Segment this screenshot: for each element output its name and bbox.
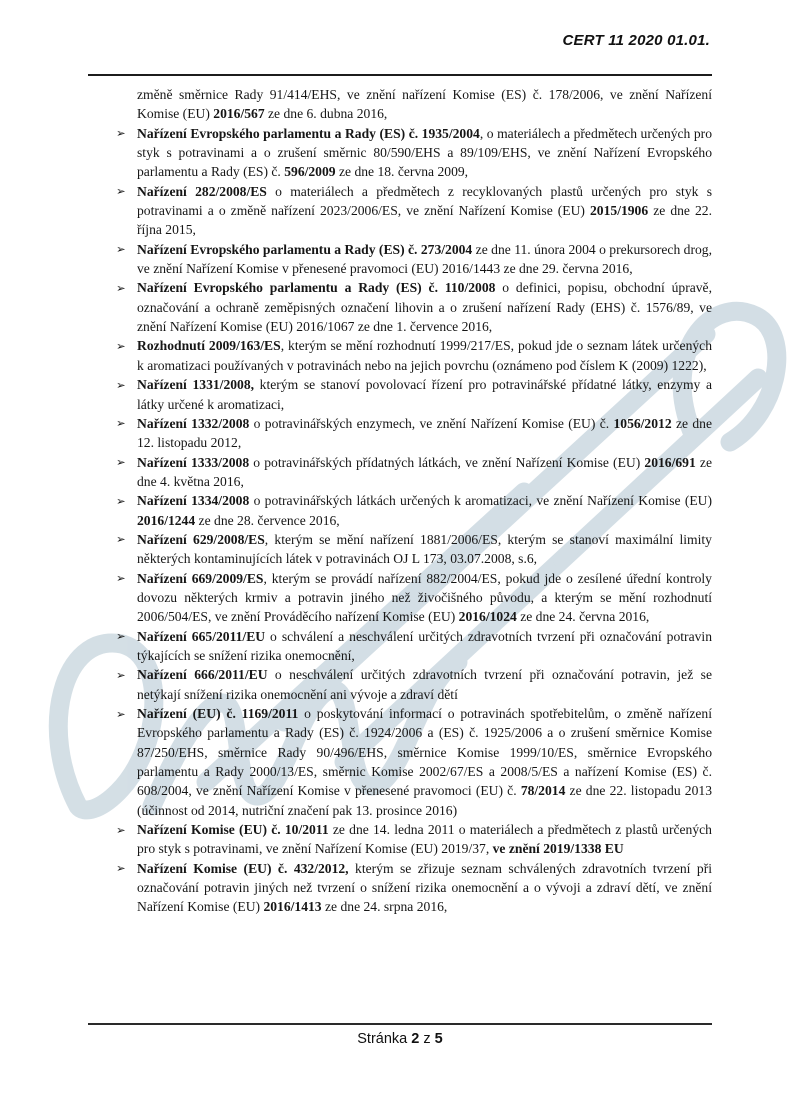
intro-paragraph: změně směrnice Rady 91/414/EHS, ve znění nařízení Komise (ES) č. 178/2006, ve znění Nařízení Komise (EU) 2016/567 ze dne 6. dubna 2016,	[137, 87, 712, 122]
list-item	[88, 453, 712, 492]
list-item-text: Nařízení 1333/2008 o potravinářských přídatných látkách, ve znění Nařízení Komise (EU) 2016/691 ze dne 4. května 2016,	[137, 454, 712, 489]
list-item	[88, 569, 712, 627]
list-item	[88, 124, 712, 182]
footer-of-word: z	[423, 1031, 431, 1047]
list-item	[88, 820, 712, 859]
list-item	[88, 182, 712, 240]
page-footer	[0, 1031, 800, 1047]
list-item	[88, 414, 712, 453]
arrow-bullet-icon: ➢	[116, 338, 126, 353]
regulation-list	[88, 124, 712, 917]
list-item	[88, 278, 712, 336]
list-item-text: Nařízení 629/2008/ES, kterým se mění nařízení 1881/2006/ES, kterým se stanoví maximální limity některých kontaminujících látek v potravinách OJ L 173, 03.07.2008, s.6,	[137, 531, 712, 567]
arrow-bullet-icon: ➢	[116, 126, 126, 141]
list-item-text: Nařízení Evropského parlamentu a Rady (ES) č. 273/2004 ze dne 11. února 2004 o prekursorech drog, ve znění Nařízení Komise v přenesené pravomoci (EU) 2016/1443 ze dne 29. června 2016,	[137, 241, 712, 277]
document-body	[88, 85, 712, 917]
footer-label: Stránka	[357, 1031, 408, 1047]
list-item-text: Nařízení Evropského parlamentu a Rady (ES) č. 110/2008 o definici, popisu, obchodní úpravě, označování a ochraně zeměpisných označení lihovin a o zrušení nařízení Rady (EHS) č. 1576/89, ve znění Nařízení Komise (EU) 2016/1067 ze dne 1. července 2016,	[137, 280, 712, 335]
header-rule	[88, 74, 712, 76]
list-item-text: Nařízení 669/2009/ES, kterým se provádí nařízení 882/2004/ES, pokud jde o zesílené úřední kontroly dovozu některých krmiv a potravin jiného než živočišného původu, a kterým se mění rozhodnutí 2006/504/ES, ve znění Prováděcího nařízení Komise (EU) 2016/1024 ze dne 24. června 2016,	[137, 570, 712, 625]
arrow-bullet-icon: ➢	[116, 455, 126, 470]
list-item-text: Nařízení 1332/2008 o potravinářských enzymech, ve znění Nařízení Komise (EU) č. 1056/2012 ze dne 12. listopadu 2012,	[137, 415, 712, 451]
list-item	[88, 665, 712, 704]
footer-rule	[88, 1023, 712, 1025]
list-item-text: Nařízení Evropského parlamentu a Rady (ES) č. 1935/2004, o materiálech a předmětech určených pro styk s potravinami a o zrušení směrnic 80/590/EHS a 89/109/EHS, ve znění Nařízení Evropského parlamentu a Rady (ES) č. 596/2009 ze dne 18. června 2009,	[137, 125, 712, 180]
list-item-text: Nařízení (EU) č. 1169/2011 o poskytování informací o potravinách spotřebitelům, o změně nařízení Evropského parlamentu a Rady (ES) č. 1924/2006 a (ES) č. 1925/2006 a o zrušení směrnice Komise 87/250/EHS, směrnice Rady 90/496/EHS, směrnice Komise 1999/10/ES, směrnice Evropského parlamentu a Rady 2000/13/ES, směrnic Komise 2002/67/ES a 2008/5/ES a nařízení Komise (ES) č. 608/2004, ve znění Nařízení Komise v přenesené pravomoci (EU) č. 78/2014 ze dne 22. listopadu 2013 (účinnost od 2014, nutriční značení pak 13. prosince 2016)	[137, 706, 712, 818]
list-item-text: Nařízení 1334/2008 o potravinářských látkách určených k aromatizaci, ve znění Nařízení Komise (EU) 2016/1244 ze dne 28. července 2016,	[137, 493, 712, 528]
arrow-bullet-icon: ➢	[116, 280, 126, 295]
list-item-text: Nařízení Komise (EU) č. 432/2012, kterým se zřizuje seznam schválených zdravotních tvrzení při označování potravin jiných než tvrzení o snížení rizika onemocnění a o vývoji a zdraví dětí, ve znění Nařízení Komise (EU) 2016/1413 ze dne 24. srpna 2016,	[137, 860, 712, 915]
arrow-bullet-icon: ➢	[116, 706, 126, 721]
arrow-bullet-icon: ➢	[116, 532, 126, 547]
arrow-bullet-icon: ➢	[116, 416, 126, 431]
footer-page-total: 5	[434, 1031, 443, 1047]
arrow-bullet-icon: ➢	[116, 184, 126, 199]
arrow-bullet-icon: ➢	[116, 861, 126, 876]
list-item-text: Nařízení Komise (EU) č. 10/2011 ze dne 14. ledna 2011 o materiálech a předmětech z plastů určených pro styk s potravinami, ve znění Nařízení Komise (EU) 2019/37, ve znění 2019/1338 EU	[137, 822, 712, 857]
list-item	[88, 704, 712, 820]
arrow-bullet-icon: ➢	[116, 629, 126, 644]
list-item	[88, 859, 712, 917]
arrow-bullet-icon: ➢	[116, 822, 126, 837]
list-item	[88, 627, 712, 666]
list-item-text: Nařízení 665/2011/EU o schválení a neschválení určitých zdravotních tvrzení při označování potravin týkajících se snížení rizika onemocnění,	[137, 628, 712, 663]
footer-page-number: 2	[411, 1031, 420, 1047]
list-item	[88, 375, 712, 414]
arrow-bullet-icon: ➢	[116, 493, 126, 508]
arrow-bullet-icon: ➢	[116, 242, 126, 257]
list-item	[88, 240, 712, 279]
list-item-text: Nařízení 282/2008/ES o materiálech a předmětech z recyklovaných plastů určených pro styk s potravinami a o změně nařízení 2023/2006/ES, ve znění Nařízení Komise (EU) 2015/1906 ze dne 22. října 2015,	[137, 183, 712, 238]
arrow-bullet-icon: ➢	[116, 571, 126, 586]
list-item	[88, 530, 712, 569]
list-item-text: Nařízení 666/2011/EU o neschválení určitých zdravotních tvrzení při označování potravin, jež se netýkají snížení rizika onemocnění ani vývoje a zdraví dětí	[137, 667, 712, 702]
list-item-text: Rozhodnutí 2009/163/ES, kterým se mění rozhodnutí 1999/217/ES, pokud jde o seznam látek určených k aromatizaci používaných v potravinách nebo na jejich povrchu (oznámeno pod číslem K (2009) 1222),	[137, 338, 712, 373]
document-reference: CERT 11 2020 01.01.	[562, 32, 710, 49]
list-item-text: Nařízení 1331/2008, kterým se stanoví povolovací řízení pro potravinářské přídatné látky, enzymy a látky určené k aromatizaci,	[137, 377, 712, 412]
arrow-bullet-icon: ➢	[116, 377, 126, 392]
list-item	[88, 336, 712, 375]
list-item	[88, 491, 712, 530]
arrow-bullet-icon: ➢	[116, 667, 126, 682]
